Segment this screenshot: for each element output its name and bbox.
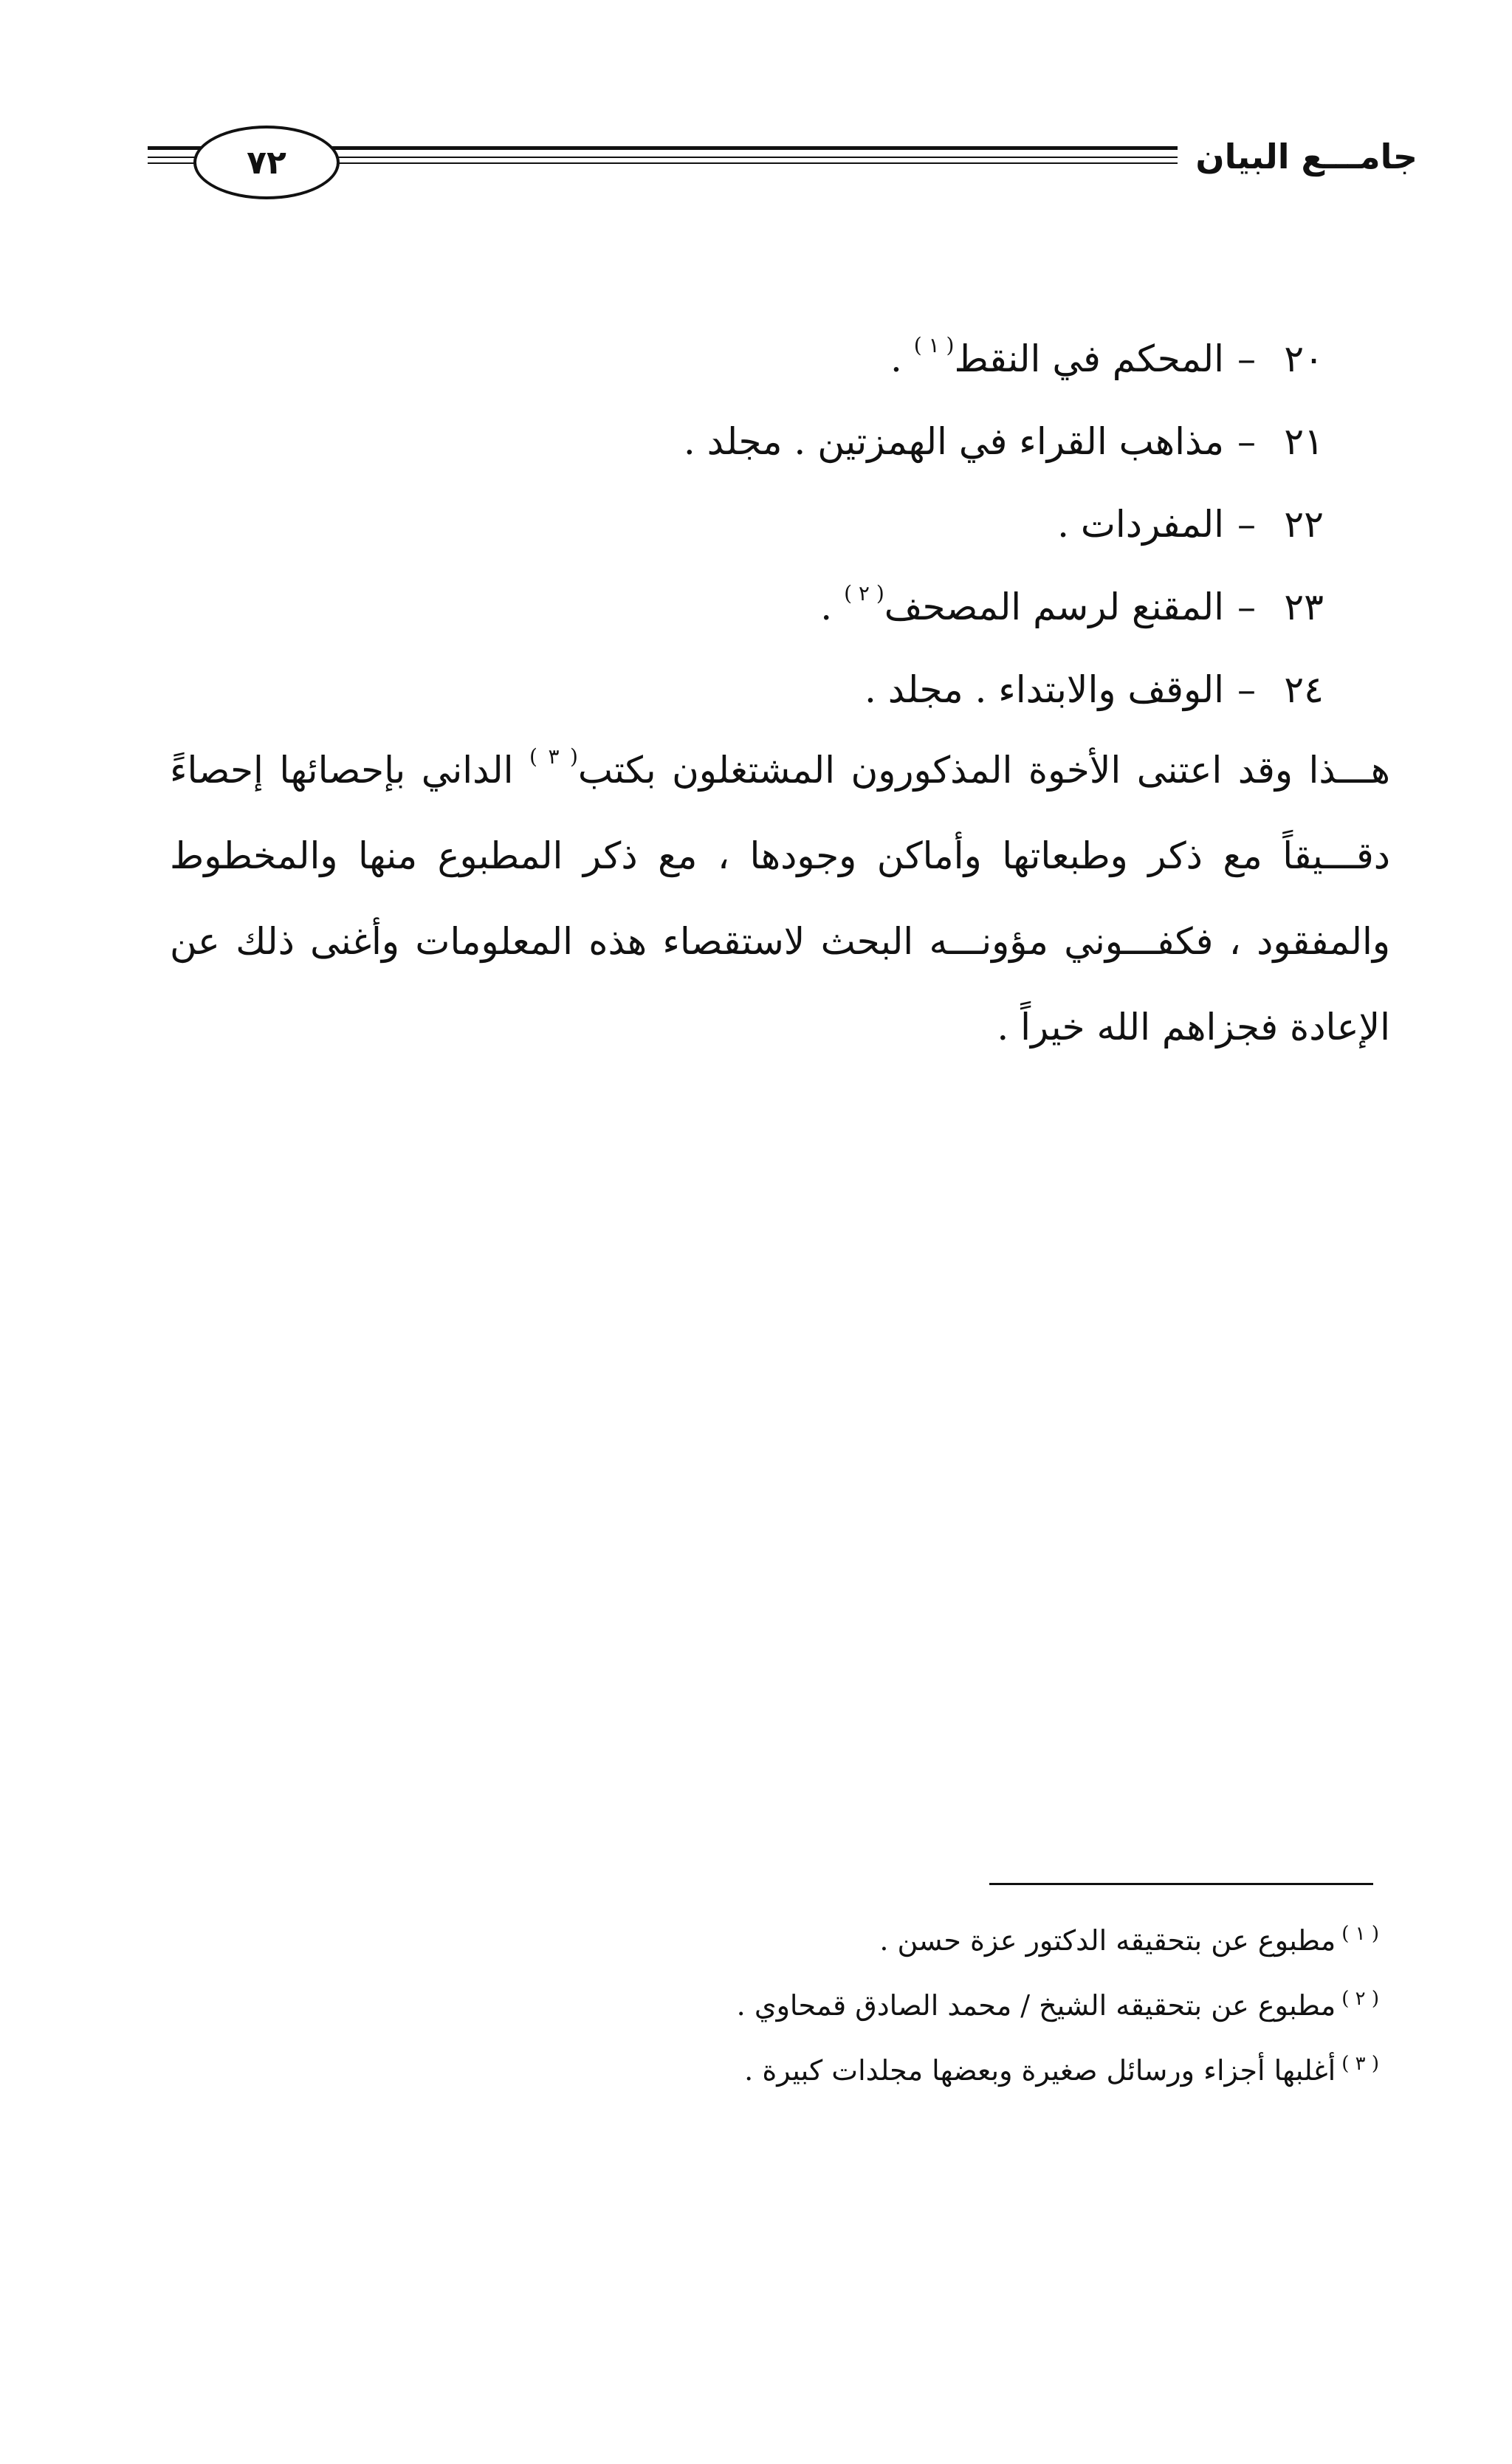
running-header-title: جامـــع البيان xyxy=(1178,127,1418,186)
list-item-number: ٢٠ xyxy=(1284,337,1324,380)
footnote-ref: ( ٢ ) xyxy=(844,581,884,605)
list-item-number: ٢٢ xyxy=(1284,503,1324,546)
page-header xyxy=(148,111,1418,199)
body-paragraph xyxy=(170,727,1390,1070)
list-item-text: مذاهب القراء في الهمزتين . مجلد . xyxy=(683,420,1224,463)
list-item-text: الوقف والابتداء . مجلد . xyxy=(864,668,1224,711)
works-list xyxy=(216,318,1324,731)
list-dash: – xyxy=(1237,668,1256,711)
footnote-mark: ( ٣ ) xyxy=(1341,2053,1379,2075)
list-dash: – xyxy=(1237,503,1256,546)
footnotes xyxy=(346,1901,1379,2096)
footnote-ref: ( ١ ) xyxy=(913,333,955,357)
footnote-text: أغلبها أجزاء ورسائل صغيرة وبعضها مجلدات كبيرة . xyxy=(744,2054,1336,2087)
list-dash: – xyxy=(1237,337,1256,380)
list-item xyxy=(216,483,1324,566)
list-item xyxy=(216,648,1324,731)
footnote-ref: ( ٣ ) xyxy=(529,744,578,769)
list-dash: – xyxy=(1237,420,1256,463)
page-number: ٧٢ xyxy=(193,126,340,199)
footnote-mark: ( ٢ ) xyxy=(1341,1988,1379,2010)
list-item-number: ٢١ xyxy=(1284,420,1324,463)
paragraph-text-start: هـــذا وقد اعتنى الأخوة المذكورون المشتغلون بكتب xyxy=(577,749,1390,792)
list-item-suffix: . xyxy=(820,586,833,628)
list-item-text: المفردات . xyxy=(1057,503,1224,546)
footnote xyxy=(346,1966,1379,2031)
footnote xyxy=(346,1901,1379,1966)
footnote-text: مطبوع عن بتحقيقه الشيخ / محمد الصادق قمحاوي . xyxy=(736,1989,1336,2022)
list-dash: – xyxy=(1237,586,1256,628)
list-item-number: ٢٤ xyxy=(1284,668,1324,711)
list-item-number: ٢٣ xyxy=(1284,586,1324,628)
list-item xyxy=(216,318,1324,400)
footnote xyxy=(346,2031,1379,2096)
footnote-mark: ( ١ ) xyxy=(1341,1923,1379,1945)
list-item xyxy=(216,566,1324,648)
footnote-text: مطبوع عن بتحقيقه الدكتور عزة حسن . xyxy=(879,1924,1336,1957)
list-item-suffix: . xyxy=(890,337,902,380)
list-item-text: المحكم في النقط xyxy=(954,337,1224,380)
list-item-text: المقنع لرسم المصحف xyxy=(884,586,1224,628)
list-item xyxy=(216,400,1324,483)
paragraph-text-rest: الداني بإحصائها إحصاءً دقـــيقاً مع ذكر وطبعاتها وأماكن وجودها ، مع ذكر المطبوع منها والمخطوط والمفقود ، فكفـــوني مؤونـــه البحث لاستقصاء هذه المعلومات وأغنى ذلك عن الإعادة فجزاهم الله خيراً . xyxy=(170,749,1390,1049)
footnote-separator xyxy=(989,1883,1373,1885)
